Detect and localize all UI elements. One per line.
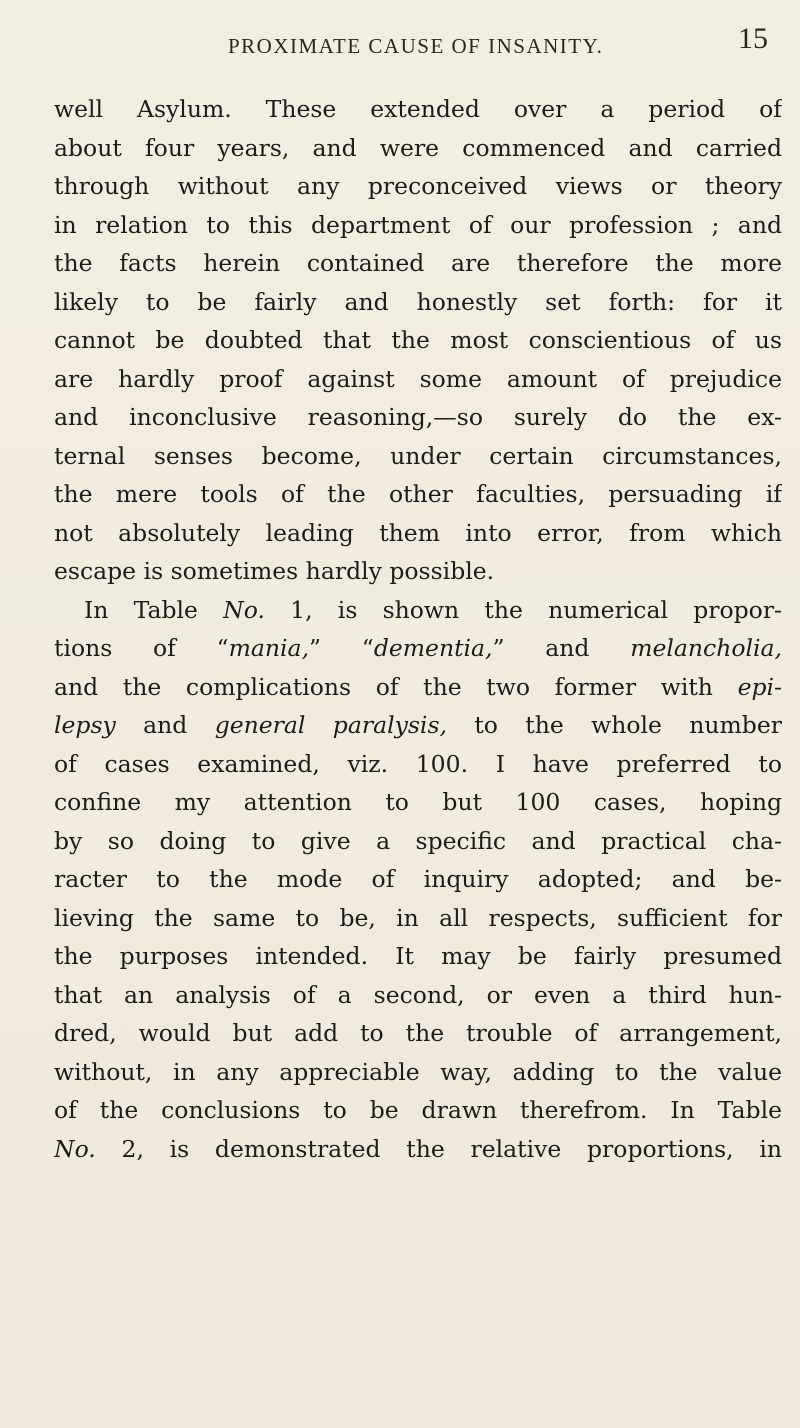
- italic-text: lepsy: [54, 711, 116, 739]
- running-header: PROXIMATE CAUSE OF INSANITY.: [228, 34, 604, 58]
- text-line: lieving the same to be, in all respects, sufficient for: [54, 903, 782, 932]
- body-text: [54, 90, 782, 1168]
- text-run: and the complications of the two former with: [54, 672, 738, 701]
- text-line: and inconclusive reasoning,—so surely do the ex-: [54, 403, 782, 431]
- paragraph-end-line: escape is sometimes hardly possible.: [54, 557, 495, 585]
- text-line: well Asylum. These extended over a period of: [54, 95, 782, 123]
- text-line: likely to be fairly and honestly set forth: for it: [54, 287, 782, 316]
- text-line: confine my attention to but 100 cases, hoping: [54, 788, 782, 816]
- text-run: 2, is demonstrated the relative proportions, in: [95, 1134, 782, 1163]
- text-run: In Table: [84, 595, 224, 624]
- text-line: [54, 668, 782, 707]
- text-run: ” and: [492, 634, 631, 662]
- italic-text: dementia,: [373, 634, 493, 662]
- italic-text: epi-: [737, 672, 782, 701]
- text-line: the purposes intended. It may be fairly presumed: [54, 942, 782, 970]
- text-run: to the whole number: [446, 711, 782, 739]
- text-line: that an analysis of a second, or even a third hun-: [54, 980, 782, 1009]
- italic-text: No.: [54, 1134, 96, 1163]
- text-line: ternal senses become, under certain circumstances,: [54, 441, 782, 470]
- text-line: [54, 706, 782, 745]
- text-line: by so doing to give a specific and practical cha-: [54, 826, 782, 855]
- text-line: the facts herein contained are therefore the more: [54, 249, 782, 277]
- text-run: ” “: [309, 634, 374, 662]
- text-line: are hardly proof against some amount of prejudice: [54, 364, 782, 393]
- text-line: through without any preconceived views or theory: [54, 172, 782, 200]
- italic-text: general paralysis,: [214, 711, 447, 739]
- text-line: about four years, and were commenced and carried: [54, 133, 782, 162]
- text-line: [54, 629, 782, 668]
- text-line: dred, would but add to the trouble of arrangement,: [54, 1019, 782, 1047]
- text-line: not absolutely leading them into error, from which: [54, 518, 782, 547]
- text-line: [54, 1130, 782, 1169]
- text-run: 1, is shown the numerical propor-: [264, 595, 782, 624]
- text-run: and: [115, 711, 215, 739]
- italic-text: melancholia,: [630, 634, 782, 662]
- text-line: of the conclusions to be drawn therefrom. In Table: [54, 1096, 782, 1124]
- text-run: tions of “: [54, 634, 229, 662]
- text-line: the mere tools of the other faculties, persuading if: [54, 480, 782, 508]
- text-line: of cases examined, viz. 100. I have preferred to: [54, 749, 782, 778]
- text-line: racter to the mode of inquiry adopted; and be-: [54, 865, 782, 893]
- page-number: 15: [738, 22, 768, 55]
- text-line: in relation to this department of our profession ; and: [54, 210, 782, 239]
- italic-text: mania,: [228, 634, 310, 662]
- text-line: without, in any appreciable way, adding to the value: [54, 1057, 782, 1086]
- italic-text: No.: [223, 595, 265, 624]
- text-line: cannot be doubted that the most conscientious of us: [54, 326, 782, 354]
- paragraph-start-line: [54, 591, 782, 630]
